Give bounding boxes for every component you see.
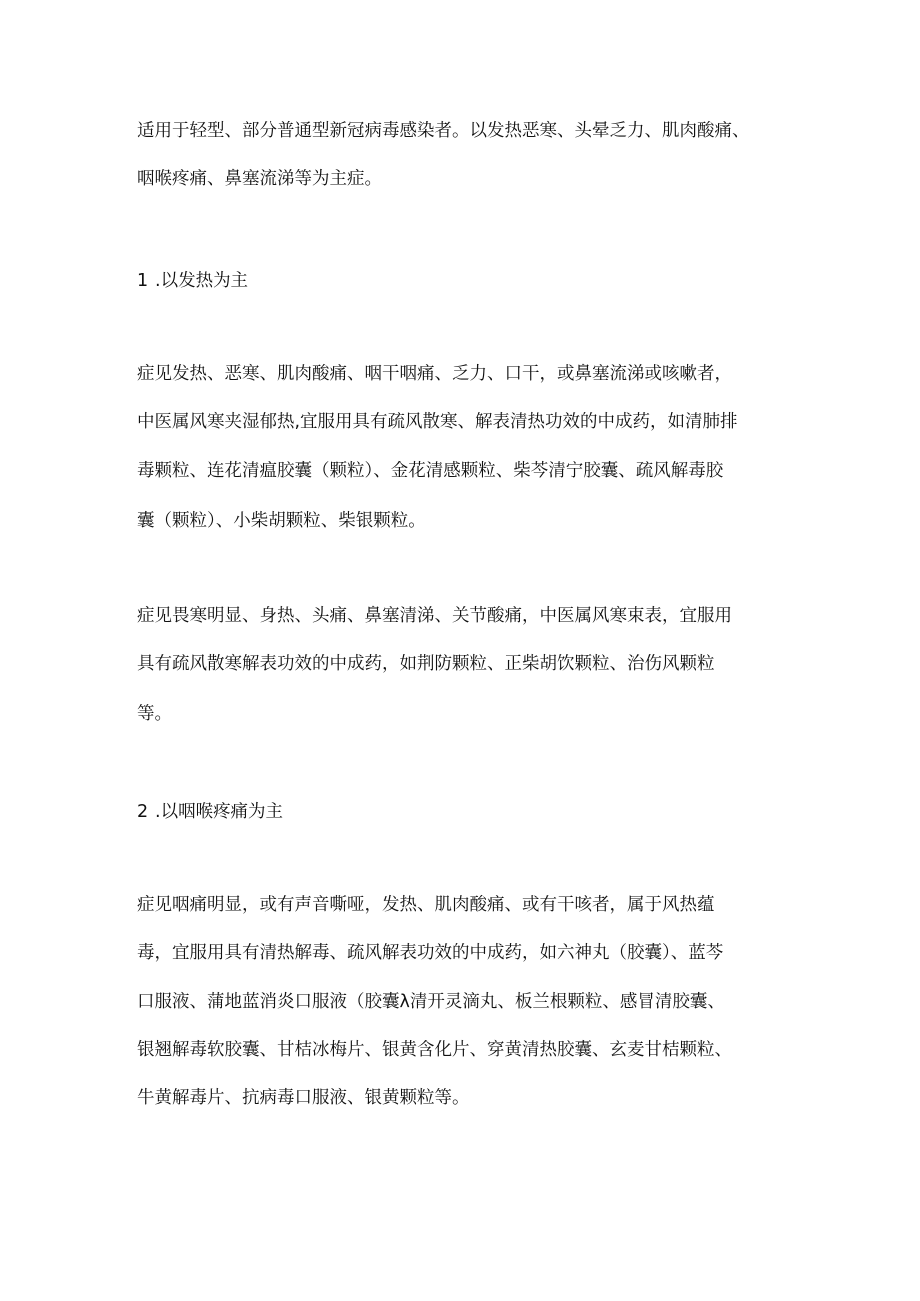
section-1-para-1-line-4: 囊（颗粒）、小柴胡颗粒、柴银颗粒。 — [137, 511, 426, 531]
intro-line-2: 咽喉疼痛、鼻塞流涕等为主症。 — [137, 169, 382, 189]
section-2-title: .以咽喉疼痛为主 — [155, 802, 284, 822]
section-2-number: 2 — [137, 802, 149, 822]
section-2-para-1-line-1: 症见咽痛明显，或有声音嘶哑，发热、肌肉酸痛、或有干咳者，属于风热蕴 — [137, 895, 715, 915]
section-1-heading — [137, 268, 248, 294]
section-1-number: 1 — [137, 271, 149, 291]
section-1-para-1-line-2: 中医属风寒夹湿郁热,宜服用具有疏风散寒、解表清热功效的中成药，如清肺排 — [137, 412, 738, 432]
section-2-heading — [137, 799, 283, 825]
section-1-para-2-line-2: 具有疏风散寒解表功效的中成药，如荆防颗粒、正柴胡饮颗粒、治伤风颗粒 — [137, 654, 715, 674]
section-1-para-2-line-1: 症见畏寒明显、身热、头痛、鼻塞清涕、关节酸痛，中医属风寒束表，宜服用 — [137, 606, 732, 626]
section-2-para-1-line-4: 银翘解毒软胶囊、甘桔冰梅片、银黄含化片、穿黄清热胶囊、玄麦甘桔颗粒、 — [137, 1040, 732, 1060]
section-1-para-1-line-3: 毒颗粒、连花清瘟胶囊（颗粒）、金花清感颗粒、柴芩清宁胶囊、疏风解毒胶 — [137, 461, 724, 481]
section-1-para-1-line-1: 症见发热、恶寒、肌肉酸痛、咽干咽痛、乏力、口干，或鼻塞流涕或咳嗽者， — [137, 364, 732, 384]
section-1-title: .以发热为主 — [155, 271, 249, 291]
section-2-para-1-line-2: 毒，宜服用具有清热解毒、疏风解表功效的中成药，如六神丸（胶囊）、蓝芩 — [137, 943, 724, 963]
intro-line-1: 适用于轻型、部分普通型新冠病毒感染者。以发热恶寒、头晕乏力、肌肉酸痛、 — [137, 121, 750, 141]
section-2-para-1-line-5: 牛黄解毒片、抗病毒口服液、银黄颗粒等。 — [137, 1088, 470, 1108]
section-1-para-2-line-3: 等。 — [137, 704, 172, 724]
section-2-para-1-line-3: 口服液、蒲地蓝消炎口服液（胶囊λ清开灵滴丸、板兰根颗粒、感冒清胶囊、 — [137, 992, 725, 1012]
